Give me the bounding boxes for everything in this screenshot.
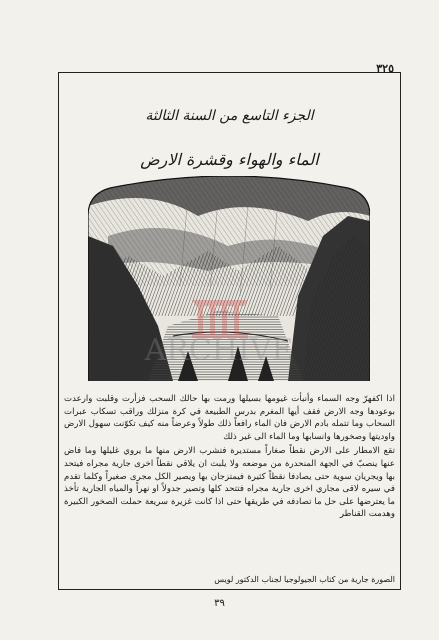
storm-landscape-engraving xyxy=(88,176,370,381)
paragraph: تقع الامطار على الارض نقطاً صغاراً مستديرة فتشرب الارض منها ما يروي غليلها وما فاض عنها ينصبّ في الجهة المنحدرة من موضعه ولا يلبث ان يلاقي نقطاً اخرى جارية مجراه فيتحد بها ويجريان سوية حتى يصادفا نقطاً كثيرة فيمتزجان بها ويصير الكل مجرى صغيراً وكلما تقدم في سيره لاقى مجاري اخرى جارية مجراه فتتحد كلها وتصير جدولاً او نهراً والمياه الجارية تأخذ ما يعترضها على حل ما تصادفه في طريقها حتى اذا كانت غزيرة سريعة حملت الصخور الكبيرة وهدمت القناطر xyxy=(64,446,395,520)
paragraph: اذا اكفهرّ وجه السماء وأنبأت غيومها بسيلها ورمت بها حالك السحب فزأرت وقلبت وارعدت بوعودها وجه الارض فقف أيها المغرم بدرس الطبيعة في كرة منزلك وراقب تسكاب عبرات السحاب وما تتمله بادم الارض فان الماء رافعاً ذلك طولاً وعرضاً منه كيف تكوّنت سهول الارض واوديتها وصخورها وانسابها وما الماء الى غير ذلك xyxy=(64,394,395,442)
folio-number: ٣٩ xyxy=(214,598,225,609)
part-heading: الجزء التاسع من السنة الثالثة xyxy=(145,108,314,124)
page-number: ٣٢٥ xyxy=(376,62,394,75)
illustration-caption: الصورة جارية من كتاب الجيولوجيا لجناب الدكتور لويس xyxy=(214,575,395,584)
article-title: الماء والهواء وقشرة الارض xyxy=(140,150,319,169)
article-body xyxy=(64,393,395,523)
watermark-text: ARCHIVE xyxy=(144,333,294,368)
